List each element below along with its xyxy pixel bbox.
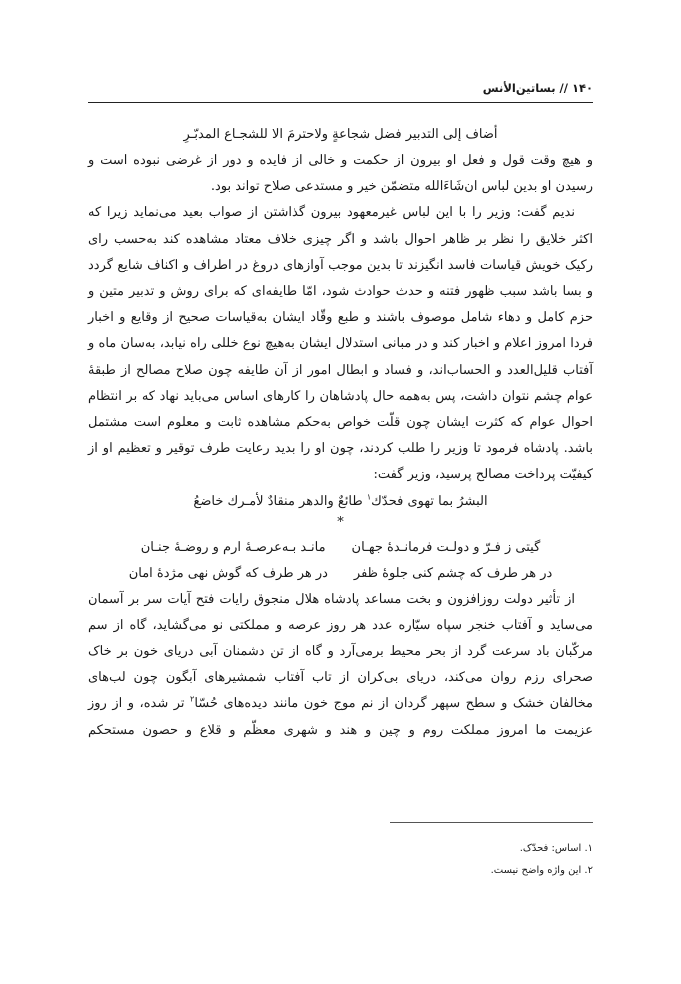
- header-divider: [88, 102, 593, 103]
- page-body: [88, 122, 593, 744]
- paragraph-3: [88, 587, 593, 744]
- footnote-ref-2[interactable]: ۲: [190, 695, 195, 705]
- paragraph-2: ندیم گفت: وزیر را با این لباس غیرمعهود بیرون گذاشتن از صواب بعید می‌نماید زیرا که اکثر خلایق را نظر بر ظاهر احوال باشد و اگر چیزی خلاف معتاد مشاهده کند به‌حسب رای رکیک خویش قیاسات فاسد انگیزند تا بدین موجب آوازهای دروغ در اطراف و اکناف شایع گردد و بسا باشد سبب ظهور فتنه و حدث حوادث شود، امّا طایفه‌ای که برای روش و تدبیر متین و حزم کامل و دهاء شامل موصوف باشند و طبع وقّاد ایشان به‌قیاسات صحیح از وقایع و اخبار فردا امروز اعلام و اخبار کند و در مبانی استدلال ایشان به‌هیچ نوع خللی راه نیابد، به‌سان ماه و آفتاب قلیل‌العدد و الحساب‌اند، و فساد و ابطال امور از آن طایفه چون صلاح مصالح از طبقهٔ عوام چشم نتوان داشت، پس به‌همه حال پادشاهان را کارهای اساس می‌باید نهاد که بر انتظام احوال عوام که کثرت ایشان چون قلّت خواص به‌حکم مشاهده ثابت و معلوم است مشتمل باشد. پادشاه فرمود تا وزیر را طلب کردند، چون او را بدید رعایت طرف توقیر و تعظیم او از کیفیّت پرداخت مصالح پرسید، وزیر گفت:: [88, 205, 593, 483]
- footnote-2: ۲. این واژه واضح نیست.: [490, 865, 593, 876]
- arabic-verse-2: [88, 489, 593, 515]
- verse-2-part-b: طائعٌ والدهر منقادٌ لأمـرك خاضعُ: [193, 493, 367, 509]
- verse-2-part-a: البشرُ بما تهوی فحدّك: [371, 493, 488, 509]
- footnote-1: ۱. اساس: فحدّک.: [519, 843, 593, 854]
- paragraph-1: و هیچ وقت قول و فعل او بیرون از حکمت و خالی از فایده و دور از غرضی نبوده است و رسیدن او بدین لباس ان‌شَاءَالله متضمّن خیر و مستدعی صلاح تواند بود.: [88, 153, 593, 195]
- arabic-verse-1: أضاف إلی التدبیر فضل شجاعةٍ ولاحترمَ الا للشجـاع المدبّـرِ: [183, 127, 498, 142]
- couplet-1-right: گیتی ز فـرّ و دولـت فرمانـدهٔ جهـان: [351, 539, 541, 555]
- running-header: ۱۴۰ // بساتین‌الأنس: [482, 81, 593, 95]
- persian-couplet-2: [88, 561, 593, 587]
- footnote-ref-1[interactable]: ۱: [366, 492, 372, 502]
- footnote-divider: [390, 822, 593, 823]
- couplet-2-right: در هر طرف که چشم کنی جلوهٔ ظفر: [353, 565, 553, 581]
- section-star: *: [337, 514, 344, 530]
- couplet-2-left: در هر طرف که گوش نهی مژدهٔ امان: [128, 565, 328, 581]
- couplet-1-left: مانـد بـه‌عرصـهٔ ارم و روضـهٔ جنـان: [140, 539, 326, 555]
- paragraph-3-part-a: از تأثیر دولت روزافزون و بخت مساعد پادشاه هلال منجوق رایات فتح آیات سر بر آسمان می‌ساید و آفتاب خنجر سپاه سیّاره عدد هر روز عرصه و مملکتی نو می‌گشاید، گاه از سم مرکّبان باد سرعت گرد از بحر محیط برمی‌آرد و گاه از تن دشمنان آبی دریای خون بر خاک صحرای رزم روان می‌کند، دریای بی‌کران از تاب آفتاب شمشیرهای آبگون چون لب‌های مخالفان خشک و سطح سپهر گردان از نم موج خون مانند دیده‌های حُسّا: [88, 591, 593, 712]
- footnotes: [360, 838, 593, 882]
- paragraph-3-part-b: تر شده، و از روز عزیمت ما امروز مملکت روم و چین و هند و شهری معظّم و قلاع و حصون مستحکم: [88, 696, 593, 738]
- persian-couplet-1: [88, 535, 593, 561]
